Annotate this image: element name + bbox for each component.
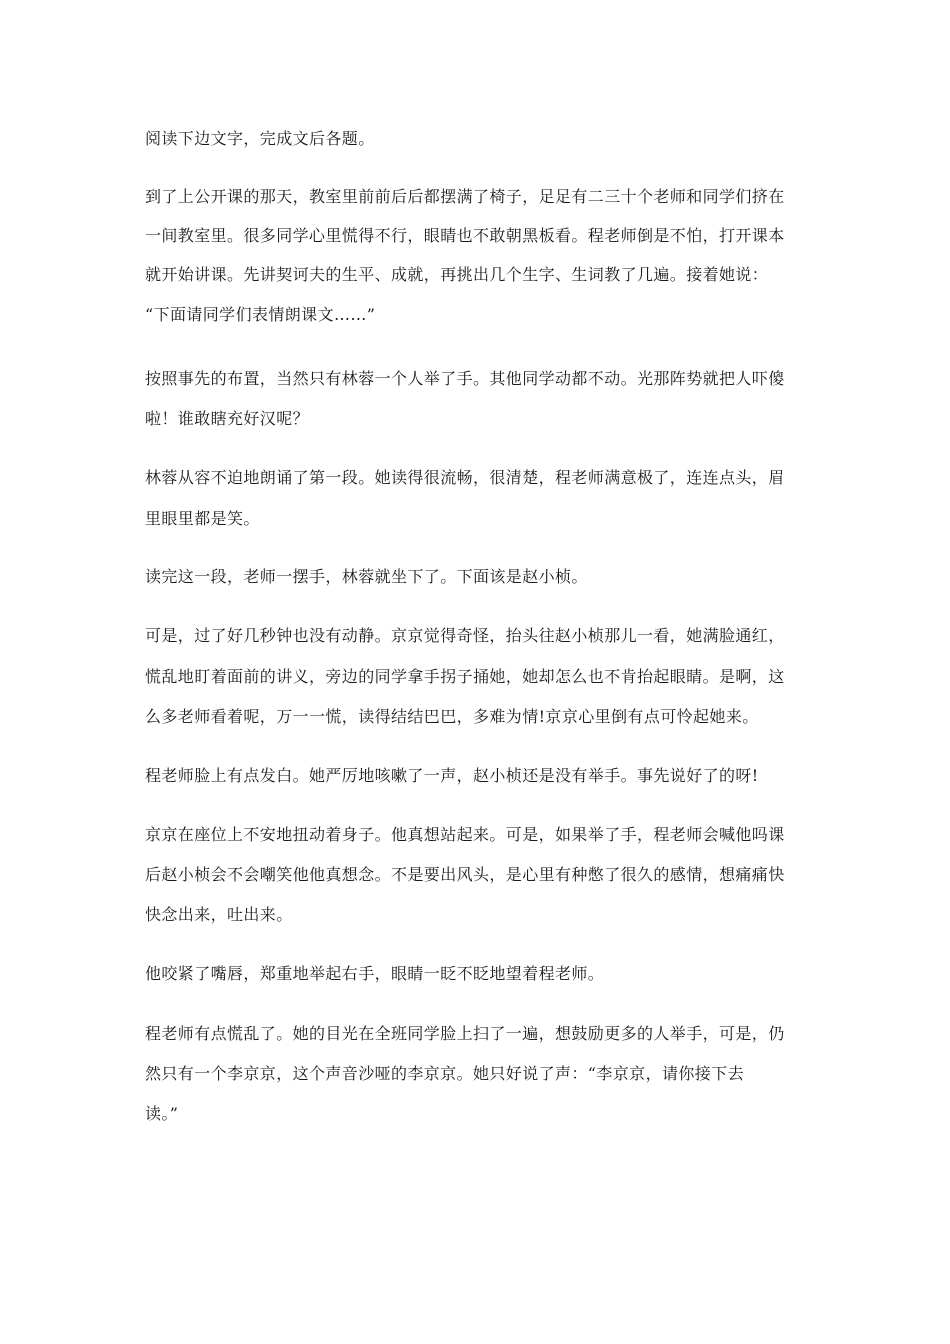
text-line: 可是，过了好几秒钟也没有动静。京京觉得奇怪，抬头往赵小桢那儿一看，她满脸通红， — [145, 626, 785, 645]
text-line: 啦！谁敢瞎充好汉呢？ — [145, 409, 310, 428]
text-line: 后赵小桢会不会嘲笑他他真想念。不是要出风头，是心里有种憋了很久的感情，想痛痛快 — [145, 865, 785, 884]
text-line: 读。” — [145, 1104, 179, 1123]
text-line: 就开始讲课。先讲契诃夫的生平、成就，再挑出几个生字、生词教了几遍。接着她说： — [145, 265, 769, 284]
text-line: 一间教室里。很多同学心里慌得不行，眼睛也不敢朝黑板看。程老师倒是不怕，打开课本 — [145, 226, 785, 245]
text-line: 按照事先的布置，当然只有林蓉一个人举了手。其他同学动都不动。光那阵势就把人吓傻 — [145, 369, 785, 388]
text-line: 林蓉从容不迫地朗诵了第一段。她读得很流畅，很清楚，程老师满意极了，连连点头，眉 — [145, 468, 785, 487]
text-line: 他咬紧了嘴唇，郑重地举起右手，眼睛一眨不眨地望着程老师。 — [145, 964, 605, 983]
text-line: 到了上公开课的那天，教室里前前后后都摆满了椅子，足足有二三十个老师和同学们挤在 — [145, 187, 785, 206]
instruction-line: 阅读下边文字，完成文后各题。 — [145, 129, 375, 148]
text-line: 然只有一个李京京，这个声音沙哑的李京京。她只好说了声：“李京京，请你接下去 — [145, 1064, 744, 1083]
text-line: 程老师有点慌乱了。她的目光在全班同学脸上扫了一遍，想鼓励更多的人举手，可是，仍 — [145, 1024, 785, 1043]
text-line: 快念出来，吐出来。 — [145, 905, 293, 924]
text-line: 读完这一段，老师一摆手，林蓉就坐下了。下面该是赵小桢。 — [145, 567, 588, 586]
text-line: “下面请同学们表情朗课文……” — [145, 305, 376, 324]
text-line: 京京在座位上不安地扭动着身子。他真想站起来。可是，如果举了手，程老师会喊他吗课 — [145, 825, 785, 844]
text-line: 么多老师看着呢，万一一慌，读得结结巴巴，多难为情!京京心里倒有点可怜起她来。 — [145, 707, 759, 726]
text-line: 程老师脸上有点发白。她严厉地咳嗽了一声，赵小桢还是没有举手。事先说好了的呀! — [145, 766, 759, 785]
text-line: 里眼里都是笑。 — [145, 509, 260, 528]
text-line: 慌乱地盯着面前的讲义，旁边的同学拿手拐子捅她，她却怎么也不肯抬起眼睛。是啊，这 — [145, 667, 785, 686]
